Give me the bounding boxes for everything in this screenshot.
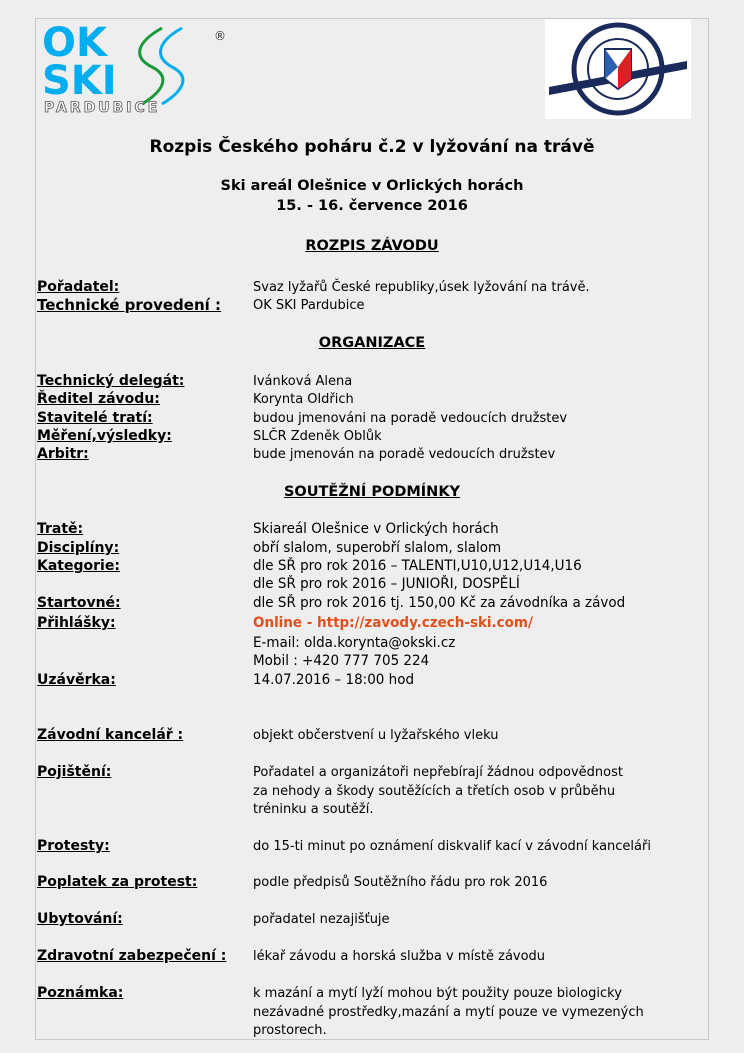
value: Skiareál Olešnice v Orlických horách [253,521,499,537]
label: Stavitelé tratí: [37,410,153,426]
value: Svaz lyžařů České republiky,úsek lyžování na trávě. [253,280,590,295]
value: do 15-ti minut po oznámení diskvalif kací v závodní kanceláři [253,839,651,854]
venue: Ski areál Olešnice v Orlických horách [220,178,524,194]
label: Zdravotní zabezpečení : [37,948,227,964]
heading-soutezni-podminky: SOUTĚŽNÍ PODMÍNKY [283,484,461,500]
label: Pořadatel: [37,279,120,295]
svg-text:PARDUBICE: PARDUBICE [44,100,161,116]
label: Závodní kancelář : [37,727,184,743]
value: SLČR Zdeněk Oblůk [253,429,382,444]
value: podle předpisů Soutěžního řádu pro rok 2016 [253,875,548,890]
value: pořadatel nezajišťuje [253,912,390,927]
value: Ivánková Alena [253,374,353,389]
svg-text:OK: OK [42,22,107,66]
label: Měření,výsledky: [37,428,172,444]
value: dle SŘ pro rok 2016 tj. 150,00 Kč za závodníka a závod [253,595,626,611]
value: objekt občerstvení u lyžařského vleku [253,728,499,743]
value: bude jmenován na poradě vedoucích družstev [253,447,556,462]
label: Poplatek za protest: [37,874,198,890]
svg-text:®: ® [214,29,226,43]
email: E-mail: olda.korynta@okski.cz [253,635,456,651]
value: za nehody a škody soutěžících a třetích osob v průběhu [253,783,616,799]
value: k mazání a mytí lyží mohou být použity pouze biologicky [253,986,622,1001]
svg-text:SKI: SKI [42,58,117,104]
label: Přihlášky: [37,615,116,631]
value: OK SKI Pardubice [253,298,365,313]
label: Disciplíny: [37,540,120,556]
label: Startovné: [37,595,121,611]
registration-link[interactable]: Online - http://zavody.czech-ski.com/ [253,615,533,631]
label: Technický delegát: [37,373,185,389]
label: Uzávěrka: [37,672,116,688]
phone: Mobil : +420 777 705 224 [253,653,430,669]
value: prostorech. [253,1023,327,1038]
label: Protesty: [37,838,110,854]
label: Pojištění: [37,764,112,780]
ok-ski-logo [42,22,232,116]
value: dle SŘ pro rok 2016 – TALENTI,U10,U12,U14,U16 [253,558,582,574]
value: dle SŘ pro rok 2016 – JUNIOŘI, DOSPĚLÍ [253,576,520,592]
document-title: Rozpis Českého poháru č.2 v lyžování na trávě [149,137,595,157]
value: budou jmenováni na poradě vedoucích družstev [253,411,568,426]
value: tréninku a soutěží. [253,802,374,817]
heading-rozpis: ROZPIS ZÁVODU [305,238,439,254]
value: 14.07.2016 – 18:00 hod [253,672,415,688]
heading-organizace: ORGANIZACE [318,335,426,351]
value: Pořadatel a organizátoři nepřebírají žádnou odpovědnost [253,765,623,780]
value: nezávadné prostředky,mazání a mytí pouze ve vymezených [253,1004,644,1020]
label: Poznámka: [37,985,124,1001]
label: Kategorie: [37,558,120,574]
label: Tratě: [37,521,84,537]
label: Ubytování: [37,911,123,927]
slcr-logo [545,19,691,119]
value: Korynta Oldřich [253,392,354,407]
value: lékař závodu a horská služba v místě závodu [253,949,546,964]
label: Ředitel závodu: [37,391,160,407]
value: obří slalom, superobří slalom, slalom [253,540,502,556]
label: Technické provedení : [37,296,222,314]
date: 15. - 16. července 2016 [276,198,468,214]
label: Arbitr: [37,446,89,462]
